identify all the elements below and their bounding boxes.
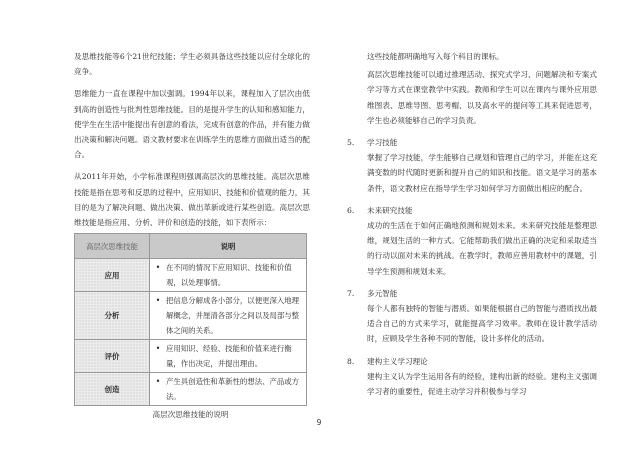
paragraph-thinking-skills: 思维能力一直在课程中加以强调。1994年以来，课程加入了层次由低到高的创造性与批判性思维技能。目的是提升学生的认知和感知能力，使学生在生活中能提出有创意的看法，完成有创意的作品，并有能力做出决策和解决问题。语文教材要求在训练学生的思维方面做出适当的配合。: [74, 89, 310, 160]
skill-create: 创造: [75, 373, 150, 406]
higher-order-skills-table: [74, 233, 307, 406]
paragraph-classroom-practice: 高层次思维技能可以通过推理活动、探究式学习、问题解决和专案式学习等方式在课堂教学中实践。教师和学生可以在课内与课外应用思维图表、思维导图、思考帽、以及高水平的提问等工具来促进思考，学生也必须能够自己的学习负责。: [367, 70, 597, 125]
list-number: 5.: [347, 138, 355, 148]
skill-analyze: 分析: [75, 292, 150, 340]
table-row: [75, 340, 307, 373]
list-item-text: 成功的生活在于如何正确地预测和规划未来。未来研究技能是整理思维，规划生活的一种方式。它能帮助我们做出正确的决定和采取适当的行动以面对未来的挑战。在教学时，教师应善用教材中的课题，引导学生预测和规划未来。: [367, 221, 597, 276]
skill-description: 产生具创造性和革新性的想法、产品或方法。: [166, 377, 300, 402]
table-caption: 高层次思维技能的说明: [152, 410, 229, 420]
paragraph-higher-order: 从2011年开始，小学标准课程则强调高层次的思维技能。高层次思维技能是指在思考和反思的过程中，应用知识、技能和价值观的能力，其目的是为了解决问题、做出决策、做出革新或进行某些创造。高层次思维技能是指应用、分析、评价和创造的技能，如下表所示：: [74, 172, 310, 228]
list-item: [347, 203, 597, 285]
skill-description: 应用知识、经验、技能和价值来进行衡量，作出决定，并提出理由。: [166, 344, 292, 369]
header-description: 说明: [150, 234, 307, 259]
list-item-title: 多元智能: [367, 288, 398, 298]
list-number: 7.: [347, 288, 355, 298]
list-item-title: 建构主义学习理论: [367, 356, 428, 366]
header-skill: 高层次思维技能: [75, 234, 150, 259]
list-item: [347, 354, 597, 406]
page-number: 9: [316, 418, 322, 427]
list-number: 6.: [347, 205, 355, 215]
list-item-title: 未来研究技能: [367, 205, 413, 215]
list-item-title: 学习技能: [367, 138, 398, 148]
bullet-icon: •: [155, 344, 161, 354]
list-number: 8.: [347, 356, 355, 366]
left-column: [74, 49, 310, 420]
list-item-text: 掌握了学习技能，学生能够自己规划和管理自己的学习，并能在这充满变数的时代随时更新和提升自己的知识和技能。语文是学习的基本条件，语文教材应在指导学生学习如何学习方面做出相应的配合。: [367, 153, 597, 193]
skill-description: 把信息分解成各小部分，以便更深入地理解概念，并厘清各部分之间以及局部与整体之间的关系。: [166, 296, 300, 336]
list-item-text: 每个人都有独特的智能与潜质。如果能根据自己的智能与潜质找出最适合自己的方式来学习，就能提高学习效率。教师在设计教学活动时，应顾及学生各种不同的智能，设计多样化的活动。: [367, 304, 597, 344]
paragraph-skills-intro: 及思维技能等6个21世纪技能；学生必须具备这些技能以应付全球化的竞争。: [74, 52, 310, 77]
bullet-icon: •: [155, 296, 161, 306]
skill-description: 在不同的情况下应用知识、技能和价值观，以处理事情。: [166, 263, 292, 288]
bullet-icon: •: [155, 263, 161, 273]
table-row: [75, 292, 307, 340]
table-row: [75, 259, 307, 292]
list-item: [347, 135, 597, 202]
skill-apply: 应用: [75, 259, 150, 292]
bullet-icon: •: [155, 377, 161, 387]
right-column: [347, 49, 597, 406]
table-header-row: [75, 234, 307, 259]
table-row: [75, 373, 307, 406]
paragraph-curriculum-standards: 这些技能都明确地写入每个科目的课标。: [367, 52, 504, 61]
list-item-text: 建构主义认为学生运用各有的经验，建构出新的经验。建构主义强调学习者的重要性，促进主动学习并积极参与学习: [367, 371, 597, 397]
skill-evaluate: 评价: [75, 340, 150, 373]
list-item: [347, 286, 597, 353]
